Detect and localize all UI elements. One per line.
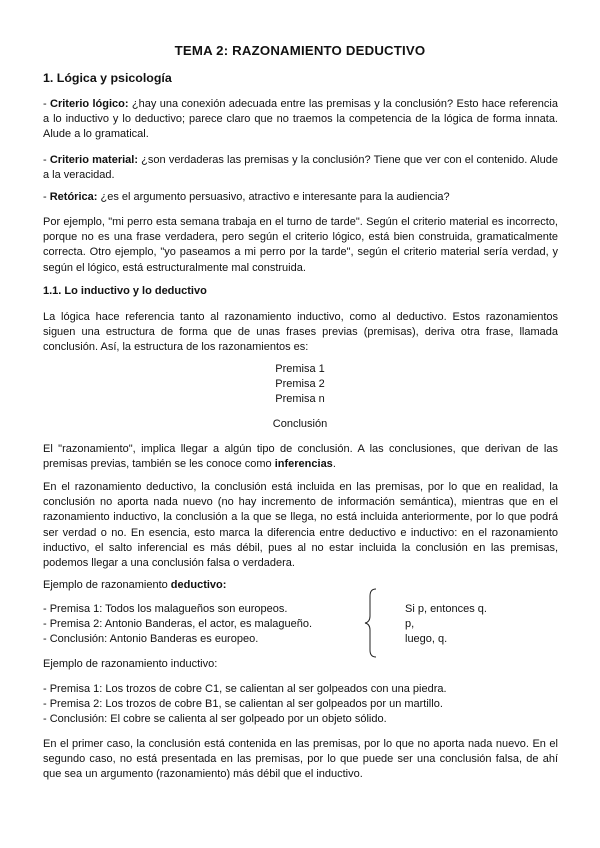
deductive-conclusion: - Conclusión: Antonio Banderas es europeo.: [43, 633, 259, 645]
premises-list: [0, 362, 600, 408]
criterio-logico-text: ¿hay una conexión adecuada entre las premisas y la conclusión? Esto hace referencia a lo inductivo y lo deductivo; parece claro que no traemos la competencia de la lógica de forma innata. Alude a lo gramatical.: [43, 98, 558, 141]
criterio-material-text: ¿son verdaderas las premisas y la conclusión? Tiene que ver con el contenido. Alude a la veracidad.: [43, 154, 558, 182]
reasoning-text: El "razonamiento", implica llegar a algún tipo de conclusión. A las conclusiones, que derivan de las premisas previas, también se les conoce como: [43, 443, 558, 471]
intro-paragraph: La lógica hace referencia tanto al razonamiento inductivo, como al deductivo. Estos razonamientos siguen una estructura de forma que de unas frases previas (premisas), deriva otra frase, llamada conclusión. Así, la estructura de los razonamientos es:: [43, 311, 558, 354]
criterio-logico-term: Criterio lógico:: [50, 98, 129, 110]
example-paragraph: Por ejemplo, "mi perro esta semana trabaja en el turno de tarde". Según el criterio material es incorrecto, porque no es una frase verdadera, pero según el criterio lógico, está bien construida, gramaticalmente correcta. Otro ejemplo, "yo paseamos a mi perro por la tarde", según el criterio material sería verdad, y según el lógico, está estructuralmente mal construida.: [43, 216, 558, 274]
logic-line-2: p,: [405, 618, 415, 630]
deductive-label-bold: deductivo:: [170, 579, 227, 591]
inductive-premise-2: - Premisa 2: Los trozos de cobre B1, se calientan al ser golpeados por un martillo.: [43, 698, 443, 710]
deductive-premise-2: - Premisa 2: Antonio Banderas, el actor, es malagueño.: [43, 618, 313, 630]
final-paragraph: En el primer caso, la conclusión está contenida en las premisas, por lo que no aporta nada nuevo. En el segundo caso, no está presentada en las premisas, por lo que puede ser una conclusión falsa, de ahí que sea un argumento (razonamiento) más débil que el inductivo.: [43, 738, 558, 781]
logic-line-1: Si p, entonces q.: [405, 603, 487, 615]
retorica-dash: -: [43, 191, 50, 203]
criterio-material-dash: -: [43, 154, 50, 166]
page-title: TEMA 2: RAZONAMIENTO DEDUCTIVO: [174, 43, 426, 58]
retorica-paragraph: [43, 190, 558, 205]
criterio-material-term: Criterio material:: [49, 154, 138, 166]
curly-brace-icon: [364, 588, 378, 658]
deductive-premise-1: - Premisa 1: Todos los malagueños son europeos.: [43, 603, 288, 615]
deductive-label-text: Ejemplo de razonamiento: [43, 579, 171, 591]
section-heading-logica: 1. Lógica y psicología: [43, 71, 172, 85]
inductive-example-label: Ejemplo de razonamiento inductivo:: [43, 658, 218, 670]
retorica-text: ¿es el argumento persuasivo, atractivo e interesante para la audiencia?: [97, 191, 450, 203]
criterio-logico-dash: -: [43, 98, 51, 110]
conclusion-label: Conclusión: [272, 418, 328, 430]
premise-item: Premisa 1: [275, 363, 325, 375]
inferencias-term: inferencias: [274, 458, 333, 471]
premise-item: Premisa 2: [275, 378, 325, 391]
retorica-term: Retórica:: [49, 191, 98, 203]
reasoning-end: .: [332, 458, 336, 471]
deductive-example-label: [43, 578, 226, 593]
criterio-material-paragraph: [43, 153, 558, 183]
logic-line-3: luego, q.: [405, 633, 448, 645]
subsection-heading-inductivo-deductivo: 1.1. Lo inductivo y lo deductivo: [43, 285, 207, 297]
reasoning-paragraph: [43, 442, 558, 472]
inductive-premise-1: - Premisa 1: Los trozos de cobre C1, se calientan al ser golpeados con una piedra.: [43, 683, 447, 695]
premise-item: Premisa n: [275, 393, 325, 406]
inductive-conclusion: - Conclusión: El cobre se calienta al ser golpeado por un objeto sólido.: [43, 713, 387, 725]
criterio-logico-paragraph: [43, 97, 558, 143]
deductive-explanation-paragraph: En el razonamiento deductivo, la conclusión está incluida en las premisas, por lo que en realidad, la conclusión no aporta nada nuevo (no hay incremento de información semántica), mientras que en el razonamiento inductivo, la conclusión a la que se llega, no está incluida anteriormente, por lo que podrá ser verdad o no. En esencia, esto marca la diferencia entre deductivo e inductivo: en el razonamiento inductivo, el salto inferencial es más débil, pues al no estar incluida la conclusión en las premisas, podemos llegar a una conclusión falsa o verdadera.: [43, 481, 558, 570]
